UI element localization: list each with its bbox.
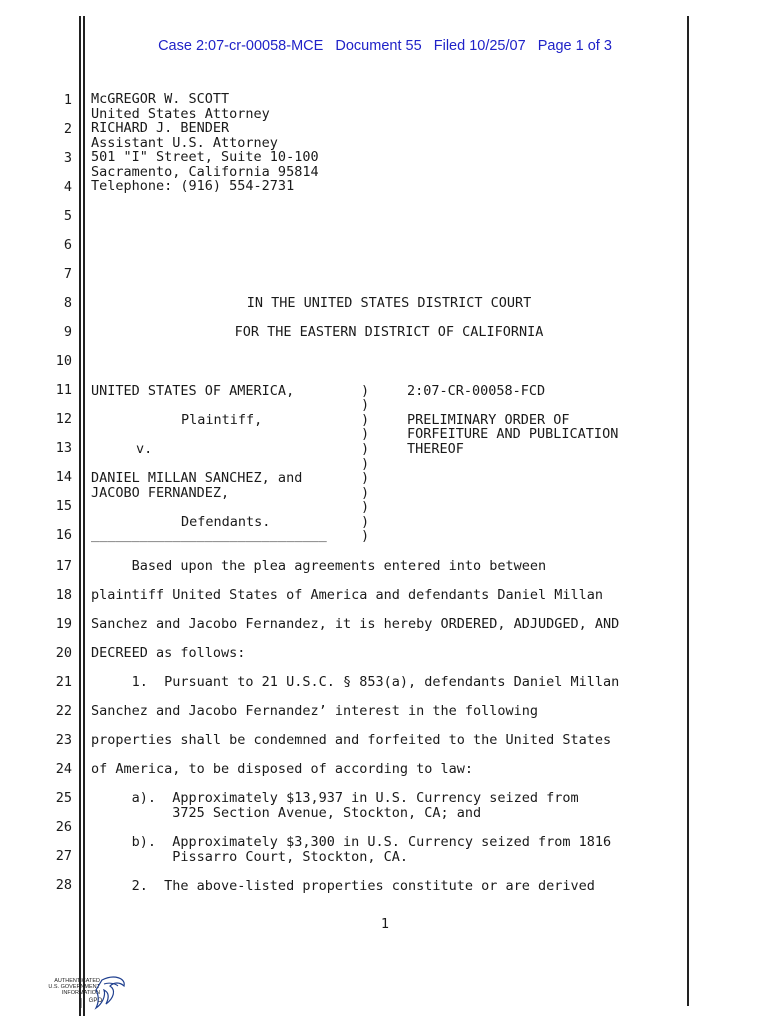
line-number: 1 <box>63 92 72 108</box>
caption-paren: ) <box>361 499 370 515</box>
gpo-authentication-logo <box>44 974 128 1016</box>
caption-underline: _____________________________ <box>91 527 327 543</box>
page-count-header: Page 1 of 3 <box>537 38 612 54</box>
versus: v. <box>136 441 153 457</box>
caption-paren-end: ) <box>361 528 370 544</box>
caption-paren: ) <box>361 383 370 399</box>
filing-header <box>0 38 770 54</box>
body-line: 1. Pursuant to 21 U.S.C. § 853(a), defendants Daniel Millan <box>91 674 620 690</box>
caption-paren: ) <box>361 441 370 457</box>
attorney-line: Telephone: (916) 554-2731 <box>91 178 295 194</box>
line-number: 6 <box>63 237 72 253</box>
line-number: 25 <box>55 790 72 806</box>
attorney-line: 501 "I" Street, Suite 10-100 <box>91 149 319 165</box>
body-line: properties shall be condemned and forfeited to the United States <box>91 732 612 748</box>
body-line: Based upon the plea agreements entered into between <box>91 558 547 574</box>
document-title-line-1: PRELIMINARY ORDER OF <box>407 412 570 428</box>
defendants-line-1: DANIEL MILLAN SANCHEZ, and <box>91 470 303 486</box>
body-line: 2. The above-listed properties constitute or are derived <box>91 878 595 894</box>
caption-paren: ) <box>361 470 370 486</box>
case-number-header: Case 2:07-cr-00058-MCE <box>158 38 324 54</box>
document-title-line-3: THEREOF <box>407 441 464 457</box>
line-number: 23 <box>55 732 72 748</box>
caption-paren: ) <box>361 412 370 428</box>
line-number: 16 <box>55 527 72 543</box>
attorney-line: McGREGOR W. SCOTT <box>91 91 230 107</box>
attorney-line: United States Attorney <box>91 106 270 122</box>
defendants-line-2: JACOBO FERNANDEZ, <box>91 485 230 501</box>
body-line: plaintiff United States of America and defendants Daniel Millan <box>91 587 604 603</box>
caption-paren: ) <box>361 426 370 442</box>
line-number: 11 <box>55 382 72 398</box>
attorney-line: RICHARD J. BENDER <box>91 120 230 136</box>
attorney-line: Sacramento, California 95814 <box>91 164 319 180</box>
line-number: 2 <box>63 121 72 137</box>
line-number: 26 <box>55 819 72 835</box>
logo-text-line-3: INFORMATION <box>61 990 100 996</box>
left-margin-rule-inner <box>83 16 85 1016</box>
line-number: 8 <box>63 295 72 311</box>
line-number: 21 <box>55 674 72 690</box>
logo-mark-text: GPO <box>88 998 102 1004</box>
line-number: 14 <box>55 469 72 485</box>
line-number: 3 <box>63 150 72 166</box>
caption-paren: ) <box>361 397 370 413</box>
line-number: 22 <box>55 703 72 719</box>
plaintiff-role: Plaintiff, <box>181 412 263 428</box>
property-item-a-line-1: a). Approximately $13,937 in U.S. Currency seized from <box>91 790 579 806</box>
logo-text-line-2: U.S. GOVERNMENT <box>48 984 100 990</box>
line-number: 10 <box>55 353 72 369</box>
eagle-icon <box>44 974 128 1016</box>
document-title-line-2: FORFEITURE AND PUBLICATION <box>407 426 619 442</box>
case-number: 2:07-CR-00058-FCD <box>407 383 546 399</box>
caption-paren: ) <box>361 485 370 501</box>
line-number: 4 <box>63 179 72 195</box>
line-number: 17 <box>55 558 72 574</box>
body-line: Sanchez and Jacobo Fernandez’ interest in the following <box>91 703 539 719</box>
left-margin-rule-outer <box>79 16 81 1016</box>
line-number: 18 <box>55 587 72 603</box>
line-number: 28 <box>55 877 72 893</box>
line-number: 5 <box>63 208 72 224</box>
logo-text-line-1: AUTHENTICATED <box>54 978 100 984</box>
caption-paren: ) <box>361 456 370 472</box>
line-number: 7 <box>63 266 72 282</box>
line-number: 12 <box>55 411 72 427</box>
property-item-a-line-2: 3725 Section Avenue, Stockton, CA; and <box>91 805 482 821</box>
body-line: Sanchez and Jacobo Fernandez, it is hereby ORDERED, ADJUDGED, AND <box>91 616 620 632</box>
page-number: 1 <box>380 916 390 932</box>
line-number: 15 <box>55 498 72 514</box>
body-line: of America, to be disposed of according to law: <box>91 761 474 777</box>
line-number: 19 <box>55 616 72 632</box>
court-district: FOR THE EASTERN DISTRICT OF CALIFORNIA <box>234 324 544 340</box>
court-name: IN THE UNITED STATES DISTRICT COURT <box>246 295 532 311</box>
caption-paren: ) <box>361 514 370 530</box>
document-number-header: Document 55 <box>335 38 422 54</box>
line-number: 9 <box>63 324 72 340</box>
plaintiff-name: UNITED STATES OF AMERICA, <box>91 383 295 399</box>
line-number: 24 <box>55 761 72 777</box>
line-number: 13 <box>55 440 72 456</box>
property-item-b-line-1: b). Approximately $3,300 in U.S. Currency seized from 1816 <box>91 834 612 850</box>
property-item-b-line-2: Pissarro Court, Stockton, CA. <box>91 849 408 865</box>
line-number: 20 <box>55 645 72 661</box>
body-line: DECREED as follows: <box>91 645 246 661</box>
attorney-line: Assistant U.S. Attorney <box>91 135 278 151</box>
defendants-role: Defendants. <box>181 514 271 530</box>
line-number: 27 <box>55 848 72 864</box>
filed-date-header: Filed 10/25/07 <box>433 38 526 54</box>
right-margin-rule <box>687 16 689 1006</box>
